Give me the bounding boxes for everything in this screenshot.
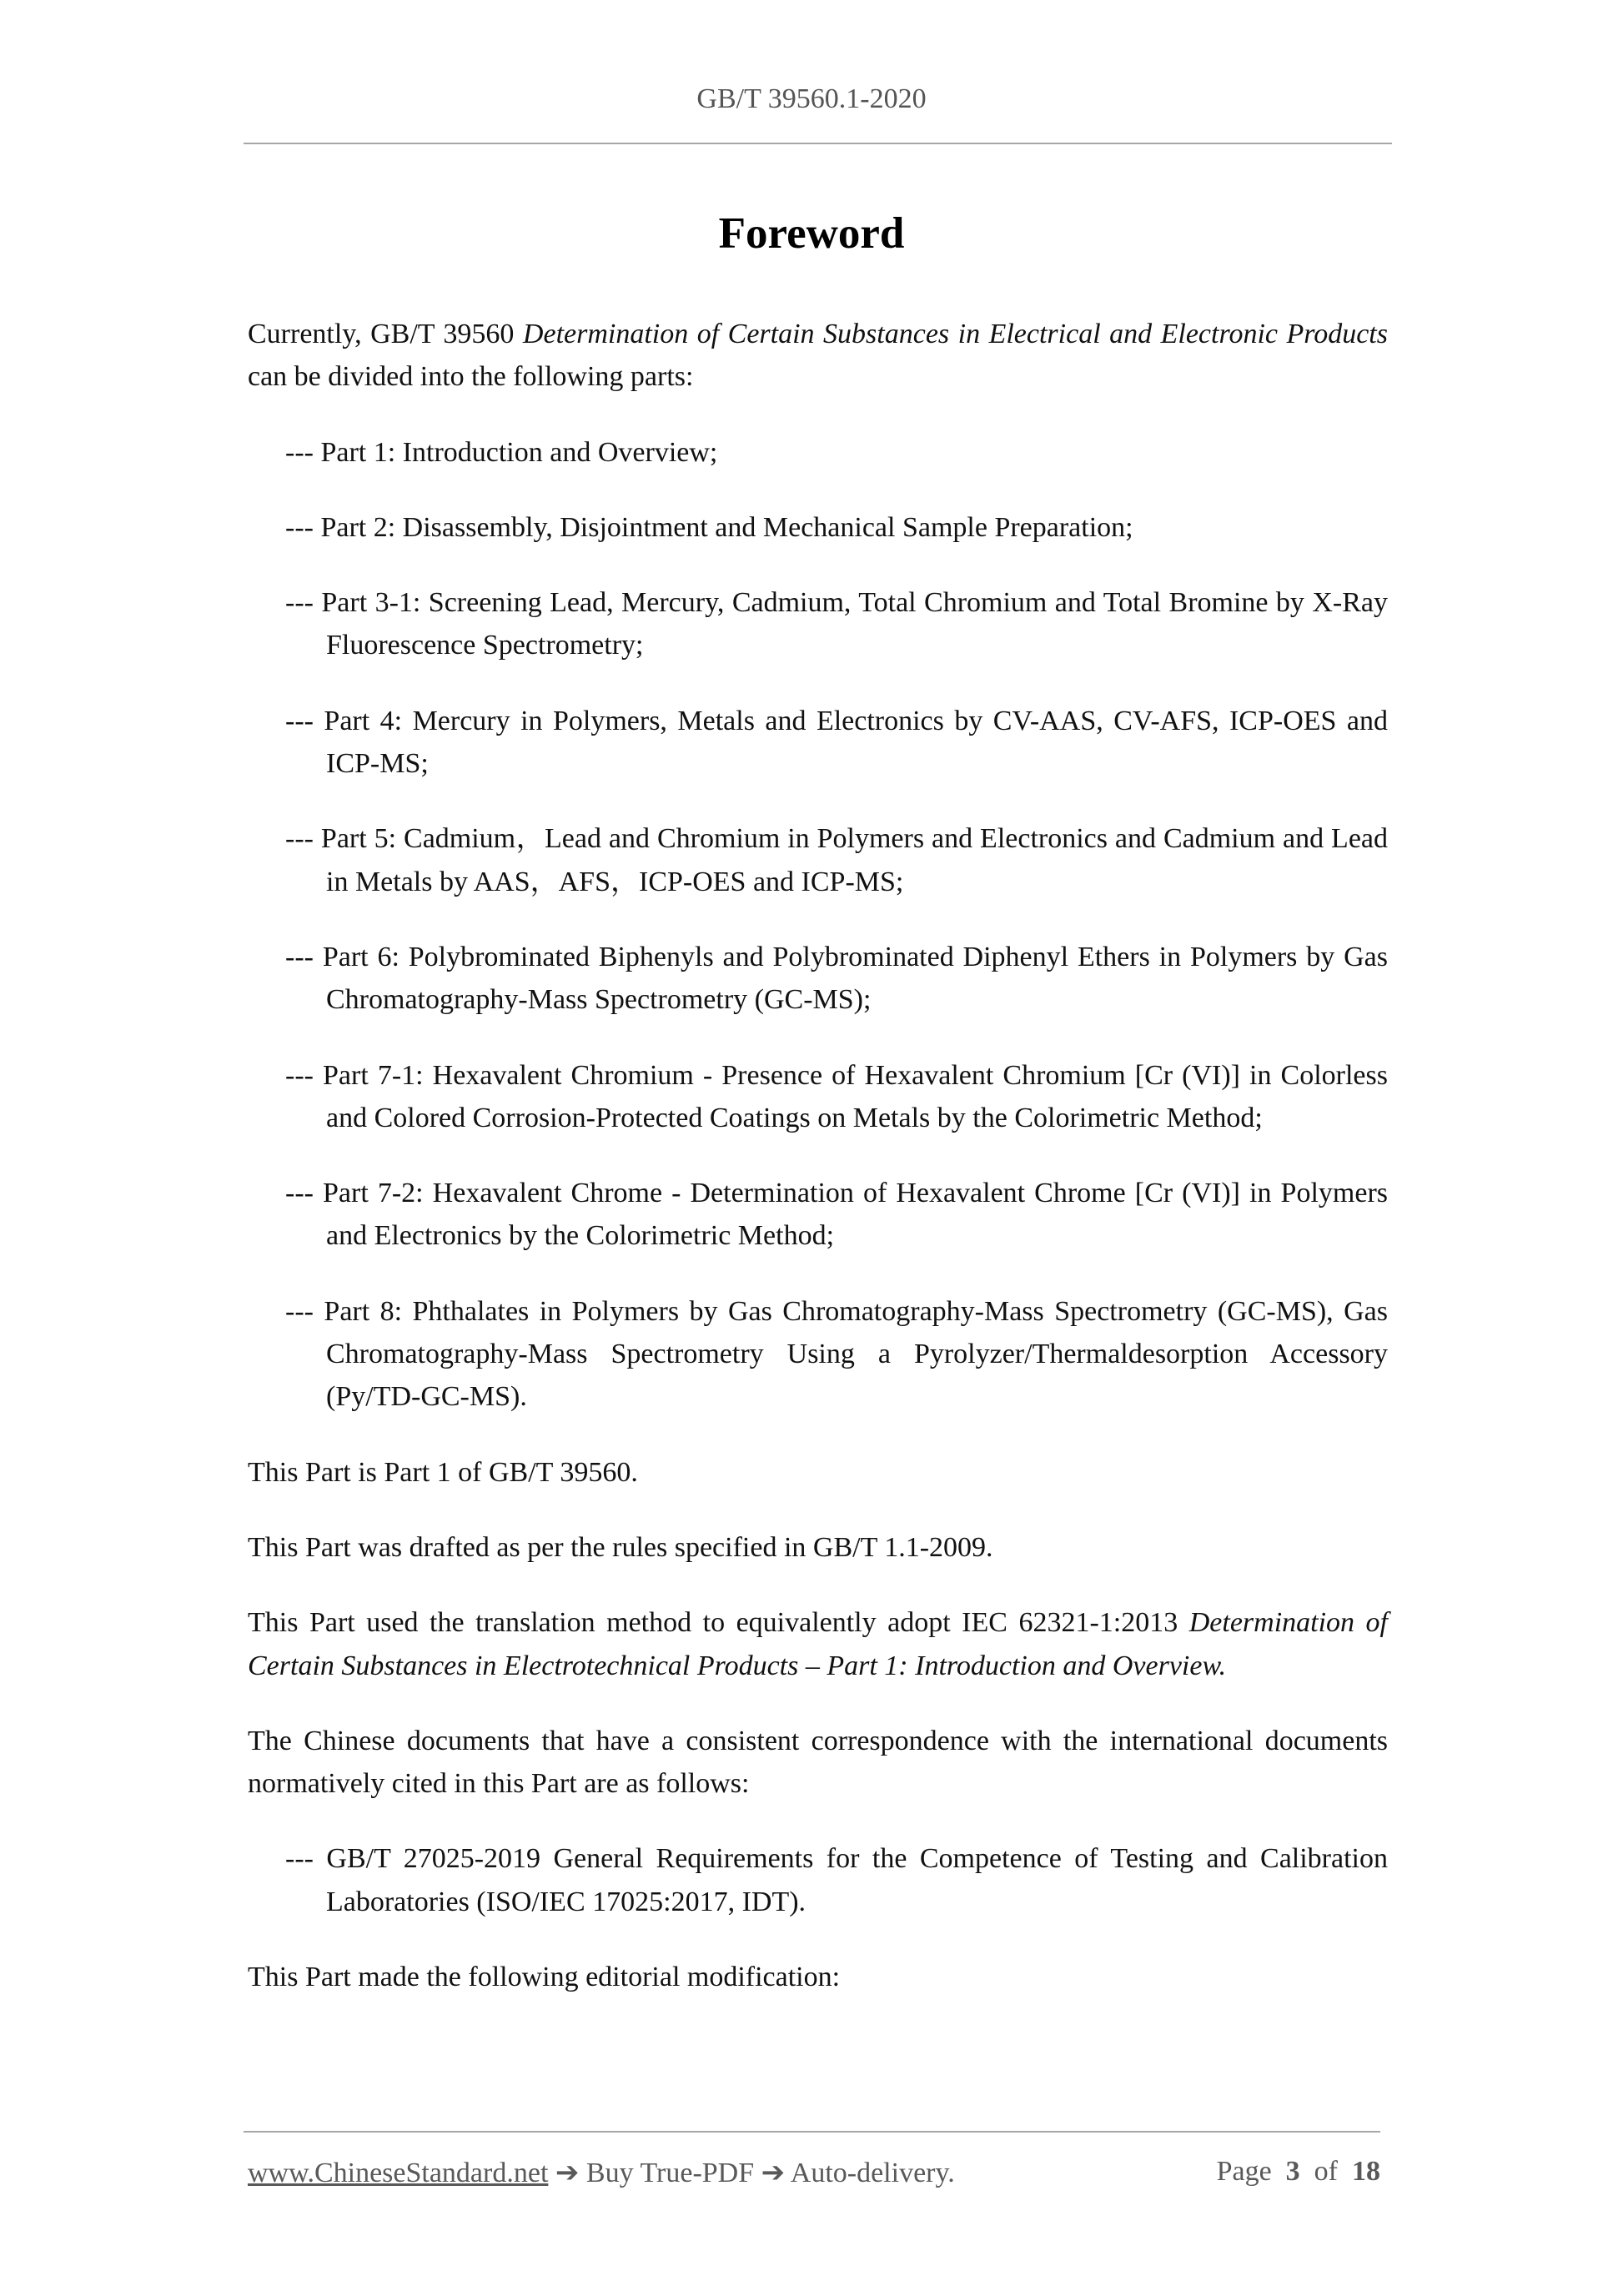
footer <box>248 2156 1380 2189</box>
current-page: 3 <box>1285 2156 1300 2187</box>
standard-title: Determination of Certain Substances in Electrotechnical Products – Part 1: Introduction and Overview. <box>248 1607 1388 1681</box>
arrow-icon: ➔ <box>555 2158 580 2188</box>
footer-text: Auto-delivery. <box>785 2158 955 2188</box>
list-item: --- GB/T 27025-2019 General Requirements for the Competence of Testing and Calibration Laboratories (ISO/IEC 17025:2017, IDT). <box>285 1843 1388 1917</box>
list-item: --- Part 2: Disassembly, Disjointment and Mechanical Sample Preparation; <box>285 511 1133 543</box>
list-item: --- Part 1: Introduction and Overview; <box>285 436 718 468</box>
total-pages: 18 <box>1352 2156 1380 2187</box>
standard-title: Determination of Certain Substances in Electrical and Electronic Products <box>522 319 1388 349</box>
list-item: --- Part 5: Cadmium，Lead and Chromium in Polymers and Electronics and Cadmium and Lead in Metals by AAS，AFS，ICP-OES and ICP-MS; <box>285 823 1388 897</box>
list-item: --- Part 8: Phthalates in Polymers by Gas Chromatography-Mass Spectrometry (GC-MS), Gas Chromatography-Mass Spectrometry Using a Pyrolyzer/Thermaldesorption Accessory (Py/TD-GC-MS). <box>285 1295 1388 1413</box>
text: This Part used the translation method to equivalently adopt IEC 62321-1:2013 <box>248 1607 1189 1639</box>
header-divider <box>244 143 1392 144</box>
list-item: --- Part 4: Mercury in Polymers, Metals and Electronics by CV-AAS, CV-AFS, ICP-OES and ICP-MS; <box>285 705 1388 780</box>
of-label: of <box>1314 2156 1338 2187</box>
running-header: GB/T 39560.1-2020 <box>696 83 927 114</box>
paragraph: This Part is Part 1 of GB/T 39560. <box>248 1456 638 1488</box>
page-label: Page <box>1216 2156 1272 2187</box>
intro-paragraph <box>248 313 1388 399</box>
list-item: --- Part 7-2: Hexavalent Chrome - Determination of Hexavalent Chrome [Cr (VI)] in Polymers and Electronics by the Colorimetric Method; <box>285 1178 1388 1252</box>
footer-text: Buy True-PDF <box>579 2158 761 2188</box>
list-item: --- Part 6: Polybrominated Biphenyls and Polybrominated Diphenyl Ethers in Polymers by Gas Chromatography-Mass Spectrometry (GC-MS); <box>285 941 1388 1016</box>
paragraph: This Part was drafted as per the rules specified in GB/T 1.1-2009. <box>248 1531 993 1563</box>
arrow-icon: ➔ <box>761 2158 786 2188</box>
page-number <box>1217 2156 1380 2188</box>
text: Currently, GB/T 39560 <box>248 319 523 349</box>
list-item: --- Part 3-1: Screening Lead, Mercury, Cadmium, Total Chromium and Total Bromine by X-Ray Fluorescence Spectrometry; <box>285 587 1388 661</box>
list-item: --- Part 7-1: Hexavalent Chromium - Presence of Hexavalent Chromium [Cr (VI)] in Colorless and Colored Corrosion-Protected Coatings on Metals by the Colorimetric Method; <box>285 1059 1388 1133</box>
body-text <box>248 313 1388 2031</box>
website-link[interactable]: www.ChineseStandard.net <box>248 2158 549 2188</box>
page-title: Foreword <box>718 209 905 258</box>
footer-divider <box>244 2131 1380 2133</box>
text: can be divided into the following parts: <box>248 361 694 393</box>
paragraph <box>248 1601 1388 1687</box>
paragraph: This Part made the following editorial modification: <box>248 1962 841 1993</box>
paragraph: The Chinese documents that have a consistent correspondence with the international documents normatively cited in this Part are as follows: <box>248 1725 1388 1800</box>
